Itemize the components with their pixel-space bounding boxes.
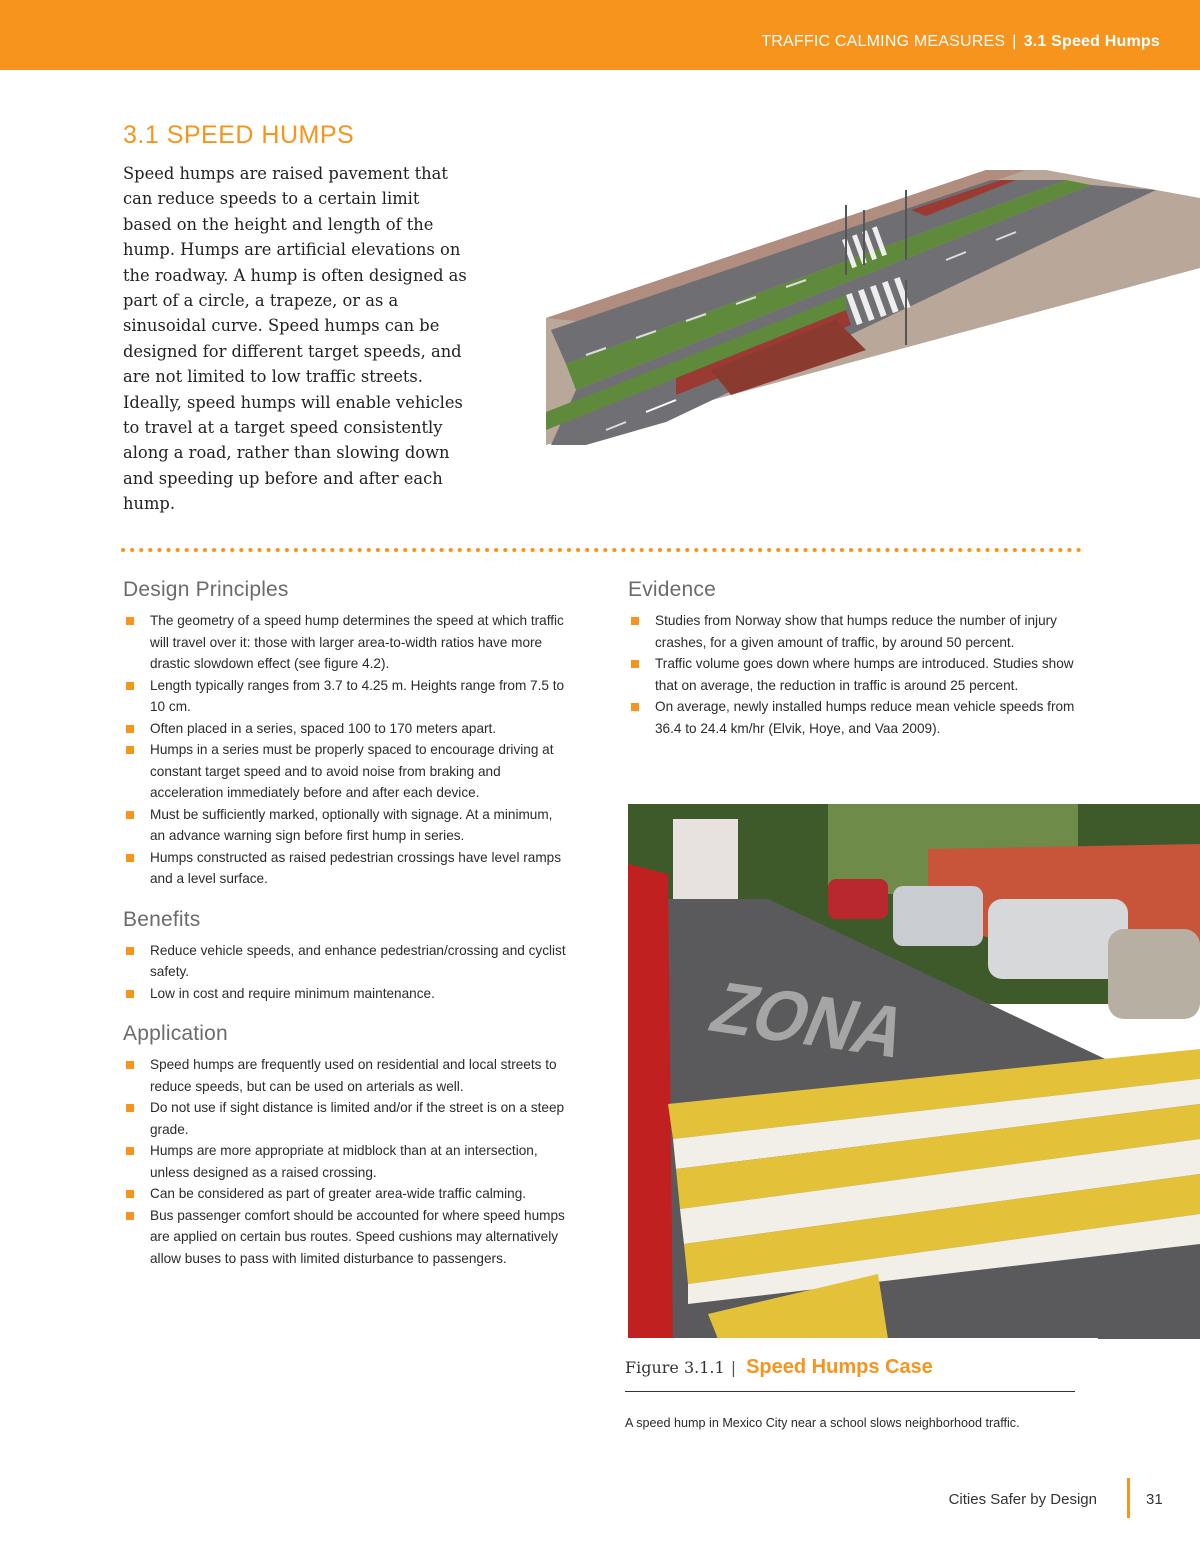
header-section: TRAFFIC CALMING MEASURES xyxy=(761,33,1006,50)
list-item: Often placed in a series, spaced 100 to 170 meters apart. xyxy=(123,718,571,740)
list-item: Do not use if sight distance is limited and/or if the street is on a steep grade. xyxy=(123,1097,571,1140)
section-title: 3.1 SPEED HUMPS xyxy=(123,121,355,149)
list-item: Can be considered as part of greater area-wide traffic calming. xyxy=(123,1183,571,1205)
figure-rule xyxy=(625,1391,1075,1392)
list-item: On average, newly installed humps reduce mean vehicle speeds from 36.4 to 24.4 km/hr (Elvik, Hoye, and Vaa 2009). xyxy=(628,696,1088,739)
list-item: Humps constructed as raised pedestrian crossings have level ramps and a level surface. xyxy=(123,847,571,890)
street-diagram-illustration xyxy=(546,150,1200,445)
intro-paragraph: Speed humps are raised pavement that can reduce speeds to a certain limit based on the height and length of the hump. Humps are artificial elevations on the roadway. A hump is often designed as part of a circle, a trapeze, or as a sinusoidal curve. Speed humps can be designed for different target speeds, and are not limited to low traffic streets. Ideally, speed humps will enable vehicles to travel at a target speed consistently along a road, rather than slowing down and speeding up before and after each hump. xyxy=(123,164,467,514)
application-heading: Application xyxy=(123,1022,228,1045)
running-header xyxy=(761,33,1160,51)
design-principles-heading: Design Principles xyxy=(123,578,289,601)
list-item: Humps are more appropriate at midblock than at an intersection, unless designed as a raised crossing. xyxy=(123,1140,571,1183)
list-item: Reduce vehicle speeds, and enhance pedestrian/crossing and cyclist safety. xyxy=(123,940,571,983)
left-column xyxy=(123,578,571,1269)
right-column xyxy=(628,578,1088,739)
figure-number: Figure 3.1.1 xyxy=(625,1358,725,1377)
zona-road-text: ZONA xyxy=(699,968,920,1074)
list-item: Studies from Norway show that humps reduce the number of injury crashes, for a given amount of traffic, by around 50 percent. xyxy=(628,610,1088,653)
header-separator: | xyxy=(1012,33,1017,50)
list-item: Humps in a series must be properly spaced to encourage driving at constant target speed and to avoid noise from braking and acceleration immediately before and after each device. xyxy=(123,739,571,804)
list-item: Speed humps are frequently used on residential and local streets to reduce speeds, but can be used on arterials as well. xyxy=(123,1054,571,1097)
list-item: Must be sufficiently marked, optionally with signage. At a minimum, an advance warning sign before first hump in series. xyxy=(123,804,571,847)
list-item: Length typically ranges from 3.7 to 4.25 m. Heights range from 7.5 to 10 cm. xyxy=(123,675,571,718)
header-subsection: 3.1 Speed Humps xyxy=(1023,33,1160,50)
list-item: Low in cost and require minimum maintenance. xyxy=(123,983,571,1005)
benefits-heading: Benefits xyxy=(123,907,201,931)
header-bar xyxy=(0,0,1200,70)
page-number: 31 xyxy=(1146,1491,1163,1508)
figure-separator: | xyxy=(730,1358,737,1377)
list-item: The geometry of a speed hump determines the speed at which traffic will travel over it: those with larger area-to-width ratios have more drastic slowdown effect (see figure 4.2). xyxy=(123,610,571,675)
footer-publication: Cities Safer by Design xyxy=(948,1491,1097,1508)
dotted-divider xyxy=(120,544,1085,556)
figure-title: Speed Humps Case xyxy=(746,1356,933,1378)
footer-divider xyxy=(1127,1478,1130,1518)
list-item: Traffic volume goes down where humps are introduced. Studies show that on average, the reduction in traffic is around 25 percent. xyxy=(628,653,1088,696)
evidence-heading: Evidence xyxy=(628,578,716,601)
list-item: Bus passenger comfort should be accounted for where speed humps are applied on certain bus routes. Speed cushions may alternatively allow buses to pass with limited disturbance to passengers. xyxy=(123,1205,571,1270)
speed-hump-photo xyxy=(628,804,1200,1339)
benefits-list xyxy=(123,940,571,1005)
evidence-list xyxy=(628,610,1088,739)
design-principles-list xyxy=(123,610,571,890)
figure-caption-heading xyxy=(625,1356,933,1379)
figure-caption: A speed hump in Mexico City near a school slows neighborhood traffic. xyxy=(625,1416,1020,1430)
application-list xyxy=(123,1054,571,1269)
